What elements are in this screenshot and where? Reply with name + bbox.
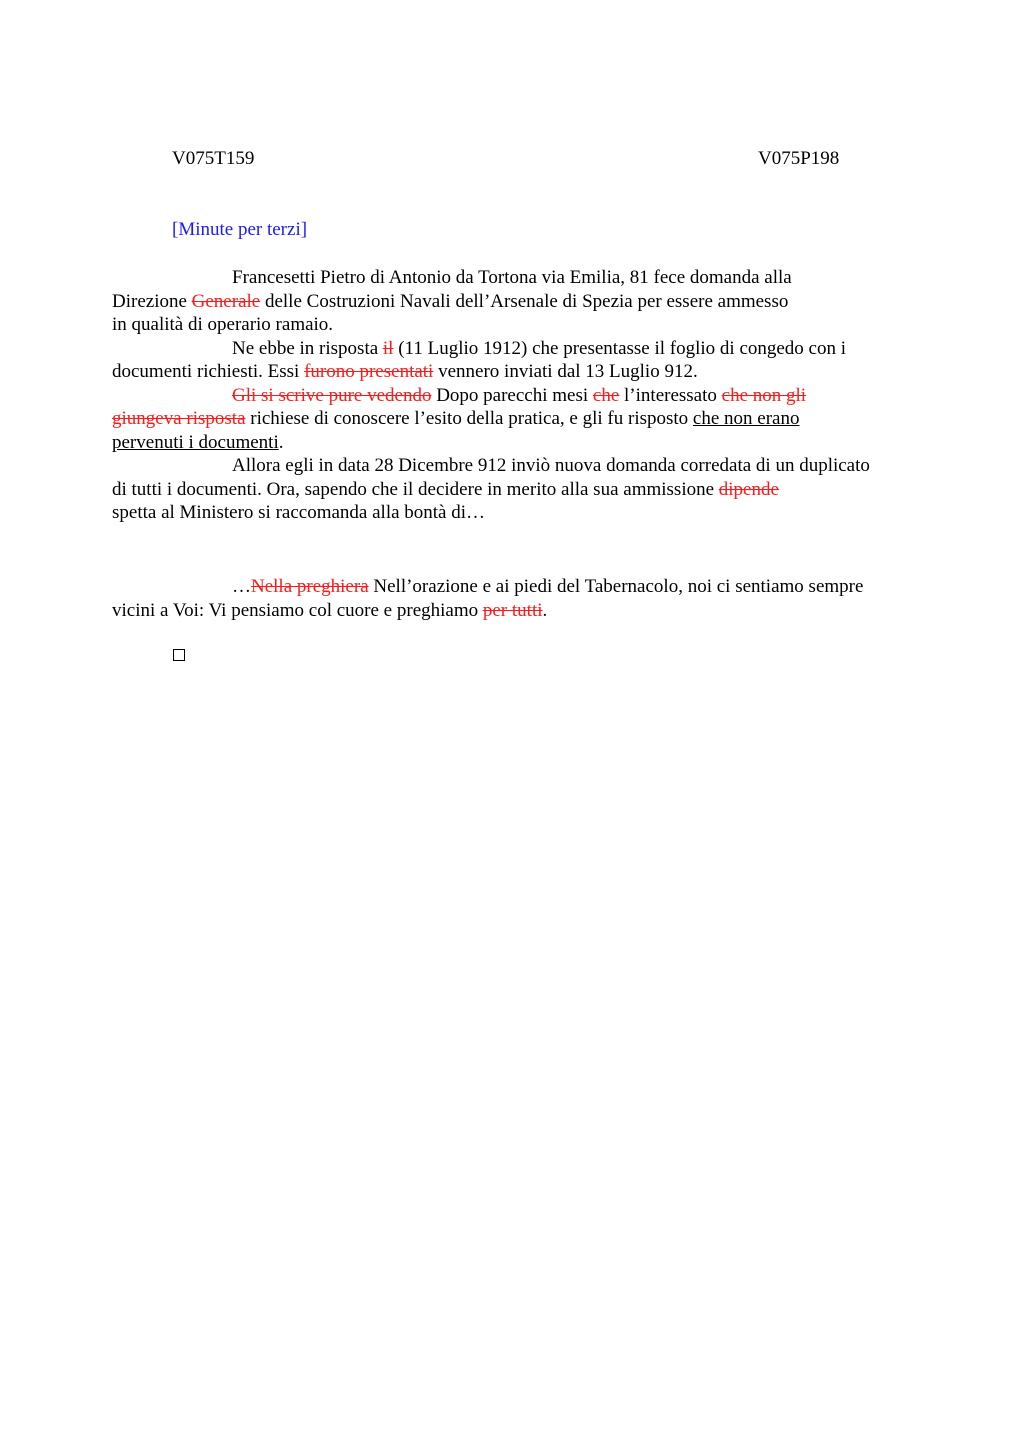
text-run: richiese di conoscere l’esito della pratica, e gli fu risposto bbox=[245, 408, 693, 429]
deleted-text: Gli si scrive pure vedendo bbox=[232, 384, 432, 406]
text-line: spetta al Ministero si raccomanda alla bontà di… bbox=[112, 502, 486, 523]
text-run: vennero inviati dal 13 Luglio 912. bbox=[433, 361, 698, 382]
underlined-text: pervenuti i documenti bbox=[112, 431, 279, 453]
deleted-text: furono presentati bbox=[304, 361, 434, 382]
end-square-icon bbox=[173, 649, 185, 661]
text-line: Allora egli in data 28 Dicembre 912 inviò nuova domanda corredata di un duplicato bbox=[232, 455, 870, 476]
letter-body bbox=[112, 266, 928, 525]
text-run: l’interessato bbox=[619, 384, 722, 406]
deleted-text: dipende bbox=[718, 478, 779, 500]
paragraph-3 bbox=[112, 384, 928, 455]
deleted-text: Generale bbox=[191, 290, 261, 312]
text-run: . bbox=[542, 599, 548, 621]
text-run: (11 Luglio 1912) che presentasse il foglio di congedo con i bbox=[393, 337, 847, 359]
text-line bbox=[112, 478, 928, 502]
text-run: . bbox=[278, 431, 284, 453]
deleted-text: Nella preghiera bbox=[251, 576, 369, 597]
deleted-text: che bbox=[592, 384, 620, 406]
text-line bbox=[172, 384, 928, 408]
closing-body bbox=[112, 575, 928, 622]
text-run: delle Costruzioni Navali dell’Arsenale di Spezia per essere ammesso bbox=[260, 290, 789, 312]
deleted-text: giungeva risposta bbox=[112, 408, 246, 429]
text-run: Ne ebbe in risposta bbox=[232, 337, 383, 359]
section-title: [Minute per terzi] bbox=[172, 219, 308, 240]
text-line: in qualità di operario ramaio. bbox=[112, 314, 334, 335]
paragraph-4 bbox=[112, 454, 928, 525]
text-run: Dopo parecchi mesi bbox=[431, 384, 593, 406]
text-run: documenti richiesti. Essi bbox=[112, 361, 305, 382]
deleted-text: che non gli bbox=[721, 384, 807, 406]
paragraph-5 bbox=[112, 575, 928, 622]
text-run: Nell’orazione e ai piedi del Tabernacolo, noi ci sentiamo sempre bbox=[368, 576, 864, 597]
text-line bbox=[172, 575, 928, 599]
text-run: … bbox=[232, 576, 251, 597]
text-line bbox=[112, 599, 928, 623]
header-left-code: V075T159 bbox=[172, 148, 255, 169]
paragraph-2 bbox=[112, 337, 928, 384]
text-run: Direzione bbox=[112, 290, 192, 312]
header-right-code: V075P198 bbox=[758, 148, 840, 169]
text-line: Francesetti Pietro di Antonio da Tortona via Emilia, 81 fece domanda alla bbox=[232, 267, 792, 288]
deleted-text: il bbox=[382, 337, 394, 359]
paragraph-1 bbox=[112, 266, 928, 337]
text-line bbox=[112, 407, 928, 431]
text-line bbox=[112, 290, 928, 314]
underlined-text: che non erano bbox=[692, 408, 800, 429]
text-line bbox=[112, 360, 928, 384]
text-run: di tutti i documenti. Ora, sapendo che il decidere in merito alla sua ammissione bbox=[112, 478, 719, 500]
text-line bbox=[172, 337, 928, 361]
text-line bbox=[112, 431, 928, 455]
deleted-text: per tutti bbox=[482, 599, 543, 621]
text-run: vicini a Voi: Vi pensiamo col cuore e preghiamo bbox=[112, 599, 483, 621]
